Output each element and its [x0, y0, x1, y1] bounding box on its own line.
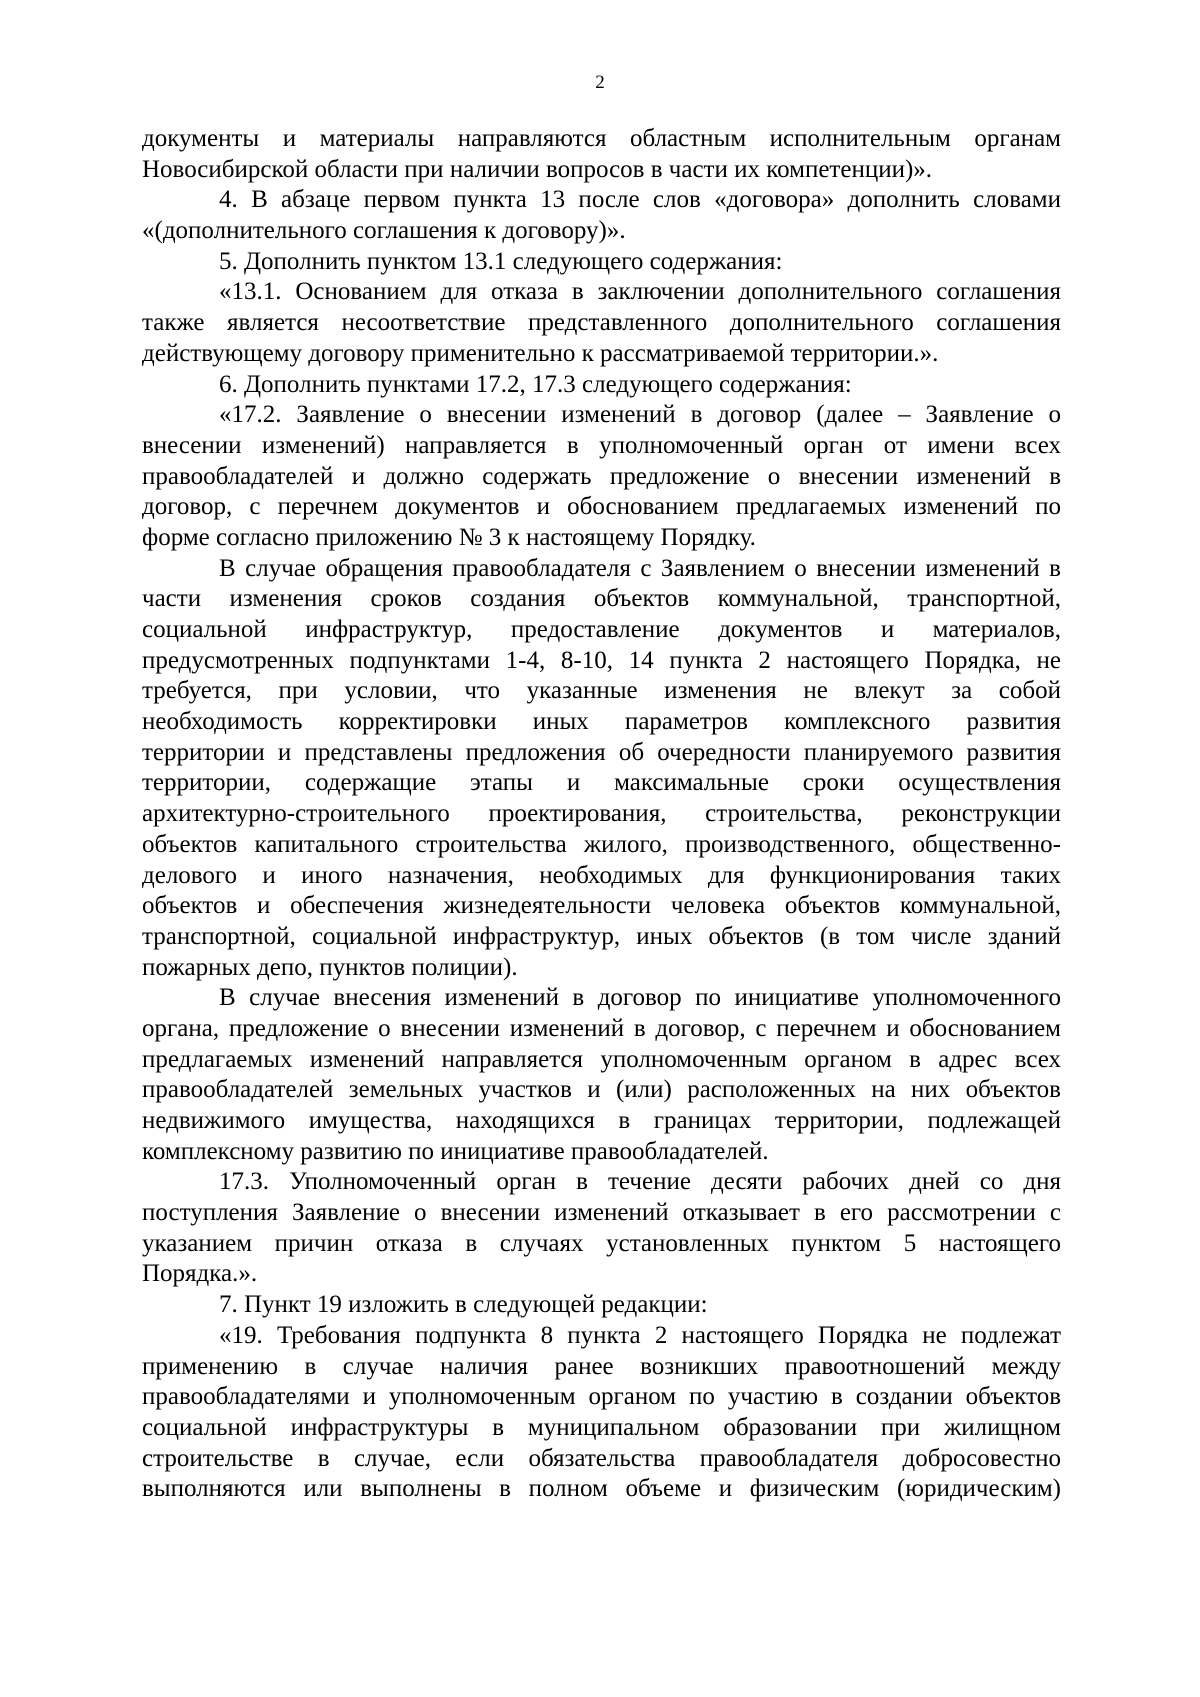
text-line: территории, содержащие этапы и максимальные сроки осуществления: [142, 769, 1061, 797]
text-line: правообладателями и уполномоченным органом по участию в создании объектов: [142, 1383, 1061, 1411]
text-line: предусмотренных подпунктами 1-4, 8-10, 14 пункта 2 настоящего Порядка, не: [142, 646, 1061, 674]
text-line: указанием причин отказа в случаях установленных пунктом 5 настоящего: [142, 1229, 1061, 1257]
text-line: «19. Требования подпункта 8 пункта 2 настоящего Порядка не подлежат: [219, 1321, 1061, 1349]
text-line: Порядка.».: [142, 1260, 258, 1288]
text-line: предлагаемых изменений направляется уполномоченным органом в адрес всех: [142, 1045, 1061, 1073]
text-line: делового и иного назначения, необходимых для функционирования таких: [142, 861, 1061, 889]
text-line: В случае обращения правообладателя с Заявлением о внесении изменений в: [219, 554, 1061, 582]
text-line: транспортной, социальной инфраструктур, иных объектов (в том числе зданий: [142, 922, 1061, 950]
text-line: применению в случае наличия ранее возникших правоотношений между: [142, 1352, 1061, 1380]
text-line: поступления Заявление о внесении изменений отказывает в его рассмотрении с: [142, 1199, 1061, 1227]
text-line: необходимость корректировки иных параметров комплексного развития: [142, 708, 1061, 736]
text-line: социальной инфраструктур, предоставление документов и материалов,: [142, 616, 1061, 643]
text-line: недвижимого имущества, находящихся в границах территории, подлежащей: [142, 1107, 1061, 1134]
text-line: также является несоответствие представленного дополнительного соглашения: [142, 309, 1061, 337]
text-line: документы и материалы направляются областным исполнительным органам: [142, 125, 1061, 152]
text-line: объектов и обеспечения жизнедеятельности человека объектов коммунальной,: [142, 892, 1061, 920]
text-line: пожарных депо, пунктов полиции).: [142, 953, 518, 981]
text-line: форме согласно приложению № 3 к настоящему Порядку.: [142, 523, 756, 551]
document-body: [142, 124, 1061, 1505]
page-number: 2: [595, 72, 605, 93]
text-line: требуется, при условии, что указанные изменения не влекут за собой: [142, 677, 1061, 705]
text-line: социальной инфраструктуры в муниципальном образовании при жилищном: [142, 1413, 1061, 1441]
text-line: «13.1. Основанием для отказа в заключении дополнительного соглашения: [219, 278, 1061, 306]
text-line: строительстве в случае, если обязательства правообладателя добросовестно: [142, 1444, 1061, 1472]
text-line: 7. Пункт 19 изложить в следующей редакции:: [219, 1291, 708, 1319]
text-line: В случае внесения изменений в договор по инициативе уполномоченного: [219, 984, 1061, 1012]
text-line: «(дополнительного соглашения к договору)».: [142, 217, 626, 245]
text-line: выполняются или выполнены в полном объеме и физическим (юридическим): [142, 1475, 1061, 1503]
text-line: комплексному развитию по инициативе правообладателей.: [142, 1137, 769, 1165]
text-line: Новосибирской области при наличии вопросов в части их компетенции)».: [142, 155, 933, 183]
text-line: 17.3. Уполномоченный орган в течение десяти рабочих дней со дня: [219, 1168, 1061, 1196]
text-line: внесении изменений) направляется в уполномоченный орган от имени всех: [142, 431, 1061, 459]
text-line: объектов капитального строительства жилого, производственного, общественно-: [142, 830, 1061, 858]
text-line: 4. В абзаце первом пункта 13 после слов «договора» дополнить словами: [219, 186, 1061, 214]
text-line: правообладателей и должно содержать предложение о внесении изменений в: [142, 462, 1061, 490]
text-line: архитектурно-строительного проектирования, строительства, реконструкции: [142, 800, 1061, 828]
text-line: «17.2. Заявление о внесении изменений в договор (далее – Заявление о: [219, 401, 1061, 429]
text-line: органа, предложение о внесении изменений в договор, с перечнем и обоснованием: [142, 1014, 1061, 1042]
text-line: договор, с перечнем документов и обоснованием предлагаемых изменений по: [142, 493, 1061, 521]
text-line: действующему договору применительно к рассматриваемой территории.».: [142, 339, 939, 367]
text-line: части изменения сроков создания объектов коммунальной, транспортной,: [142, 585, 1061, 613]
text-line: 5. Дополнить пунктом 13.1 следующего содержания:: [219, 247, 783, 275]
text-line: 6. Дополнить пунктами 17.2, 17.3 следующего содержания:: [219, 370, 852, 398]
text-line: правообладателей земельных участков и (или) расположенных на них объектов: [142, 1076, 1061, 1104]
text-line: территории и представлены предложения об очередности планируемого развития: [142, 738, 1061, 766]
